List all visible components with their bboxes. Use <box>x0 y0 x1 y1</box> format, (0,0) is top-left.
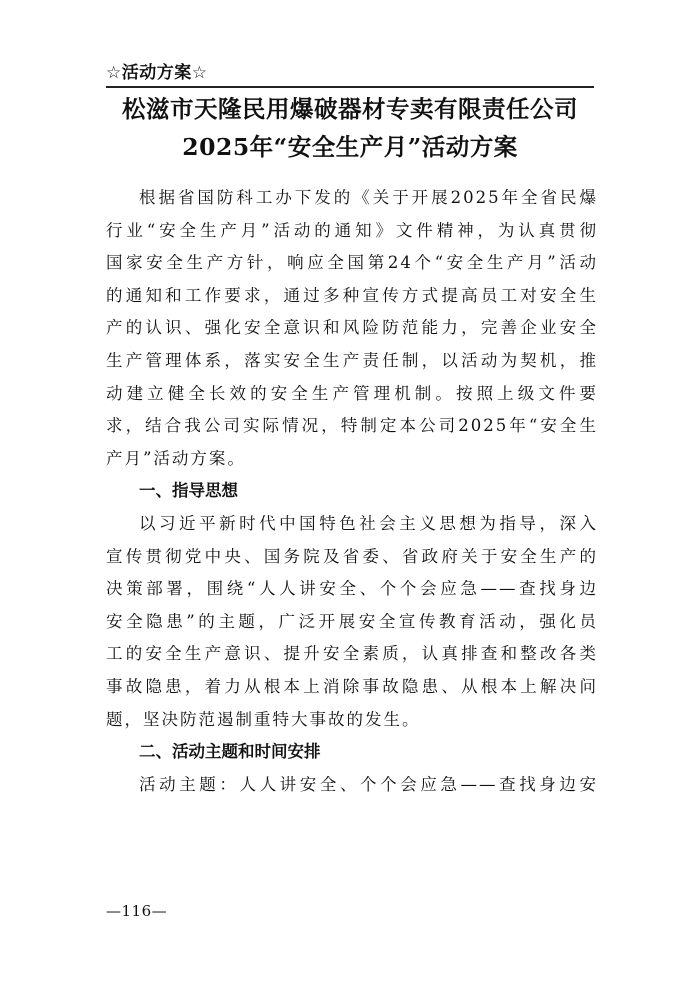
section-1-line: 工的安全生产意识、提升安全素质，认真排查和整改各类 <box>106 644 598 664</box>
intro-line: 行业“安全生产月”活动的通知》文件精神，为认真贯彻 <box>106 220 598 240</box>
section-1-paragraph <box>106 508 598 736</box>
section-1-line: 安全隐患”的主题，广泛开展安全宣传教育活动，强化员 <box>106 611 598 631</box>
intro-paragraph <box>106 182 598 475</box>
page-number: —116— <box>106 902 168 920</box>
section-1-line: 宣传贯彻党中央、国务院及省委、省政府关于安全生产的 <box>106 546 598 566</box>
intro-line: 根据省国防科工办下发的《关于开展2025年全省民爆 <box>139 188 598 207</box>
document-body <box>106 182 598 801</box>
section-2-paragraph <box>106 769 598 802</box>
document-title-line-2: 2025年“安全生产月”活动方案 <box>182 133 518 161</box>
section-2-line: 活动主题：人人讲安全、个个会应急——查找身边安 <box>139 774 598 794</box>
intro-line: 动建立健全长效的安全生产管理机制。按照上级文件要 <box>106 383 598 403</box>
document-title-line-1: 松滋市天隆民用爆破器材专卖有限责任公司 <box>122 95 578 123</box>
section-2-heading: 二、活动主题和时间安排 <box>139 742 321 762</box>
intro-line: 的通知和工作要求，通过多种宣传方式提高员工对安全生 <box>106 285 598 305</box>
section-1-line: 题，坚决防范遏制重特大事故的发生。 <box>106 709 421 729</box>
section-1-line: 决策部署，围绕“人人讲安全、个个会应急——查找身边 <box>106 579 598 599</box>
section-1-line: 事故隐患，着力从根本上消除事故隐患、从根本上解决问 <box>106 676 598 696</box>
intro-line: 产月”活动方案。 <box>106 448 246 468</box>
intro-line: 产的认识、强化安全意识和风险防范能力，完善企业安全 <box>106 318 598 338</box>
intro-line: 国家安全生产方针，响应全国第24个“安全生产月”活动 <box>106 253 598 273</box>
section-1-line: 以习近平新时代中国特色社会主义思想为指导，深入 <box>139 513 598 533</box>
intro-line: 求，结合我公司实际情况，特制定本公司2025年“安全生 <box>106 416 598 436</box>
header-tag: ☆活动方案☆ <box>106 63 208 83</box>
intro-line: 生产管理体系，落实安全生产责任制，以活动为契机，推 <box>106 350 598 370</box>
header-rule <box>106 86 594 88</box>
section-1-heading: 一、指导思想 <box>139 481 238 501</box>
